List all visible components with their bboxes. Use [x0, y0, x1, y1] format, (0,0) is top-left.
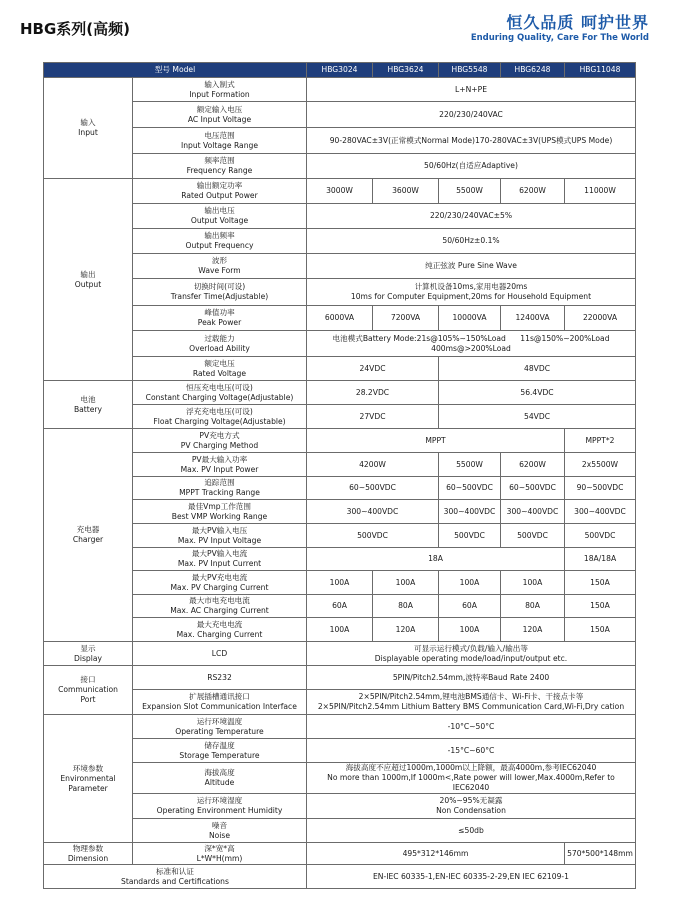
- model-name: HBG11048: [565, 63, 636, 78]
- page-title: HBG系列(高频): [20, 20, 131, 38]
- param-value: 28.2VDC: [307, 381, 439, 405]
- table-row: [44, 763, 636, 794]
- param-value: 150A: [565, 618, 636, 642]
- param-value: 6200W: [501, 179, 565, 204]
- param-label: 海拔高度 Altitude: [133, 763, 307, 794]
- table-row: [44, 500, 636, 524]
- model-header: 型号 Model: [44, 63, 307, 78]
- param-value: 570*500*148mm: [565, 843, 636, 865]
- param-value: 6200W: [501, 453, 565, 477]
- param-value: -15°C~60°C: [307, 739, 636, 763]
- param-value: 500VDC: [501, 524, 565, 548]
- table-row: [44, 405, 636, 429]
- param-label: 深*宽*高 L*W*H(mm): [133, 843, 307, 865]
- param-label: 峰值功率 Peak Power: [133, 306, 307, 331]
- param-label: 运行环境湿度 Operating Environment Humidity: [133, 794, 307, 819]
- table-row: [44, 331, 636, 357]
- table-row: [44, 179, 636, 204]
- category-charger: 充电器 Charger: [44, 429, 133, 642]
- param-value: 纯正弦波 Pure Sine Wave: [307, 254, 636, 279]
- param-value: 24VDC: [307, 357, 439, 381]
- param-value: 12400VA: [501, 306, 565, 331]
- param-value: 3600W: [373, 179, 439, 204]
- param-value: 海拔高度不应超过1000m,1000m以上降额，最高4000m,参考IEC62040 No more than 1000m,If 1000m<,Rate power will lower,Max.4000m,Refer to IEC62040: [307, 763, 636, 794]
- category-interface: 接口 Communication Port: [44, 666, 133, 715]
- table-row: [44, 154, 636, 179]
- param-value: 5500W: [439, 453, 501, 477]
- param-value: 18A/18A: [565, 548, 636, 571]
- param-label: 最大PV充电电流 Max. PV Charging Current: [133, 571, 307, 595]
- brand-slogan-cn: 恒久品质 呵护世界: [506, 13, 649, 32]
- param-value: 100A: [307, 618, 373, 642]
- param-label: 最大PV输入电压 Max. PV Input Voltage: [133, 524, 307, 548]
- table-row: [44, 843, 636, 865]
- table-row: [44, 254, 636, 279]
- param-label: 额定输入电压 AC Input Voltage: [133, 102, 307, 128]
- param-value: 220/230/240VAC±5%: [307, 204, 636, 229]
- param-label: 运行环境温度 Operating Temperature: [133, 715, 307, 739]
- param-label: 扩展插槽通讯接口 Expansion Slot Communication Interface: [133, 690, 307, 715]
- param-label: LCD: [133, 642, 307, 666]
- table-row: [44, 548, 636, 571]
- table-row: [44, 381, 636, 405]
- table-row: [44, 715, 636, 739]
- param-value: 60~500VDC: [501, 477, 565, 500]
- param-value: 54VDC: [439, 405, 636, 429]
- table-row: [44, 204, 636, 229]
- param-value: 500VDC: [565, 524, 636, 548]
- param-value: 80A: [373, 595, 439, 618]
- param-label: 最大充电电流 Max. Charging Current: [133, 618, 307, 642]
- table-row: [44, 357, 636, 381]
- param-value: L+N+PE: [307, 78, 636, 102]
- param-label: 最佳Vmp工作范围 Best VMP Working Range: [133, 500, 307, 524]
- table-row: [44, 306, 636, 331]
- table-row: [44, 865, 636, 889]
- param-label: 额定电压 Rated Voltage: [133, 357, 307, 381]
- table-row: [44, 571, 636, 595]
- model-name: HBG5548: [439, 63, 501, 78]
- param-value: 300~400VDC: [307, 500, 439, 524]
- param-value: 6000VA: [307, 306, 373, 331]
- param-value: 60~500VDC: [307, 477, 439, 500]
- model-name: HBG6248: [501, 63, 565, 78]
- param-label: 波形 Wave Form: [133, 254, 307, 279]
- param-value: 90~500VDC: [565, 477, 636, 500]
- category-environment: 环境参数 Environmental Parameter: [44, 715, 133, 843]
- table-row: [44, 819, 636, 843]
- table-row: [44, 618, 636, 642]
- param-value: 27VDC: [307, 405, 439, 429]
- param-value: 48VDC: [439, 357, 636, 381]
- table-row: [44, 794, 636, 819]
- param-value: 5500W: [439, 179, 501, 204]
- param-value: 120A: [373, 618, 439, 642]
- param-value: 可显示运行模式/负载/输入/输出等 Displayable operating mode/load/input/output etc.: [307, 642, 636, 666]
- table-row: [44, 524, 636, 548]
- param-label: 追踪范围 MPPT Tracking Range: [133, 477, 307, 500]
- table-row: [44, 642, 636, 666]
- param-value: 220/230/240VAC: [307, 102, 636, 128]
- param-value: 60~500VDC: [439, 477, 501, 500]
- param-value: 100A: [307, 571, 373, 595]
- param-label: PV最大输入功率 Max. PV Input Power: [133, 453, 307, 477]
- param-value: 300~400VDC: [501, 500, 565, 524]
- param-value: 500VDC: [439, 524, 501, 548]
- param-value: 电池模式Battery Mode:21s@105%~150%Load 11s@150%~200%Load 400ms@>200%Load: [307, 331, 636, 357]
- param-value: 7200VA: [373, 306, 439, 331]
- param-label: 频率范围 Frequency Range: [133, 154, 307, 179]
- param-value: 5PIN/Pitch2.54mm,波特率Baud Rate 2400: [307, 666, 636, 690]
- param-value: 20%~95%无凝露 Non Condensation: [307, 794, 636, 819]
- param-value: 11000W: [565, 179, 636, 204]
- table-row: [44, 666, 636, 690]
- param-value: 300~400VDC: [439, 500, 501, 524]
- param-value: -10°C~50°C: [307, 715, 636, 739]
- param-label: 电压范围 Input Voltage Range: [133, 128, 307, 154]
- param-value: 2x5500W: [565, 453, 636, 477]
- param-value: 56.4VDC: [439, 381, 636, 405]
- table-row: [44, 477, 636, 500]
- brand-slogan-en: Enduring Quality, Care For The World: [470, 33, 649, 43]
- table-row: [44, 739, 636, 763]
- table-row: [44, 595, 636, 618]
- param-label: 最大PV输入电流 Max. PV Input Current: [133, 548, 307, 571]
- param-value: 18A: [307, 548, 565, 571]
- param-label: 过载能力 Overload Ability: [133, 331, 307, 357]
- category-display: 显示 Display: [44, 642, 133, 666]
- param-value: 300~400VDC: [565, 500, 636, 524]
- param-value: 500VDC: [307, 524, 439, 548]
- param-value: 22000VA: [565, 306, 636, 331]
- category-input: 输入 Input: [44, 78, 133, 179]
- param-label: 储存温度 Storage Temperature: [133, 739, 307, 763]
- table-row: [44, 453, 636, 477]
- param-label: 输出额定功率 Rated Output Power: [133, 179, 307, 204]
- param-value: 100A: [439, 571, 501, 595]
- param-label: 切换时间(可设) Transfer Time(Adjustable): [133, 279, 307, 306]
- category-battery: 电池 Battery: [44, 381, 133, 429]
- category-output: 输出 Output: [44, 179, 133, 381]
- param-label: 恒压充电电压(可设) Constant Charging Voltage(Adjustable): [133, 381, 307, 405]
- param-label: 浮充充电电压(可设) Float Charging Voltage(Adjustable): [133, 405, 307, 429]
- param-label: 最大市电充电电流 Max. AC Charging Current: [133, 595, 307, 618]
- table-row: [44, 78, 636, 102]
- param-value: 495*312*146mm: [307, 843, 565, 865]
- param-value: 3000W: [307, 179, 373, 204]
- param-value: 2×5PIN/Pitch2.54mm,锂电池BMS通信卡、Wi-Fi卡、干接点卡等 2×5PIN/Pitch2.54mm Lithium Battery BMS Communication Card,Wi-Fi,Dry cation: [307, 690, 636, 715]
- param-label: PV充电方式 PV Charging Method: [133, 429, 307, 453]
- param-label: 输入制式 Input Formation: [133, 78, 307, 102]
- param-value: ≤50db: [307, 819, 636, 843]
- param-value: 150A: [565, 595, 636, 618]
- param-value: 120A: [501, 618, 565, 642]
- param-value: MPPT: [307, 429, 565, 453]
- param-value: 90-280VAC±3V(正常模式Normal Mode)170-280VAC±3V(UPS模式UPS Mode): [307, 128, 636, 154]
- param-value: 计算机设备10ms,家用电器20ms 10ms for Computer Equipment,20ms for Household Equipment: [307, 279, 636, 306]
- table-row: [44, 229, 636, 254]
- table-header-row: [44, 63, 636, 78]
- page-header: [0, 0, 679, 60]
- param-value: 60A: [307, 595, 373, 618]
- table-row: [44, 128, 636, 154]
- param-label: 输出电压 Output Voltage: [133, 204, 307, 229]
- param-value: MPPT*2: [565, 429, 636, 453]
- param-value: EN-IEC 60335-1,EN-IEC 60335-2-29,EN IEC 62109-1: [307, 865, 636, 889]
- table-row: [44, 429, 636, 453]
- param-value: 100A: [439, 618, 501, 642]
- param-value: 4200W: [307, 453, 439, 477]
- param-value: 100A: [373, 571, 439, 595]
- param-value: 50/60Hz±0.1%: [307, 229, 636, 254]
- param-value: 60A: [439, 595, 501, 618]
- param-label: RS232: [133, 666, 307, 690]
- param-value: 80A: [501, 595, 565, 618]
- param-label: 输出频率 Output Frequency: [133, 229, 307, 254]
- category-physical: 物理参数 Dimension: [44, 843, 133, 865]
- param-value: 100A: [501, 571, 565, 595]
- model-name: HBG3024: [307, 63, 373, 78]
- model-name: HBG3624: [373, 63, 439, 78]
- spec-table: [43, 62, 636, 889]
- param-label: 标准和认证 Standards and Certifications: [44, 865, 307, 889]
- param-label: 噪音 Noise: [133, 819, 307, 843]
- param-value: 10000VA: [439, 306, 501, 331]
- param-value: 150A: [565, 571, 636, 595]
- table-row: [44, 690, 636, 715]
- param-value: 50/60Hz(自适应Adaptive): [307, 154, 636, 179]
- table-row: [44, 102, 636, 128]
- table-row: [44, 279, 636, 306]
